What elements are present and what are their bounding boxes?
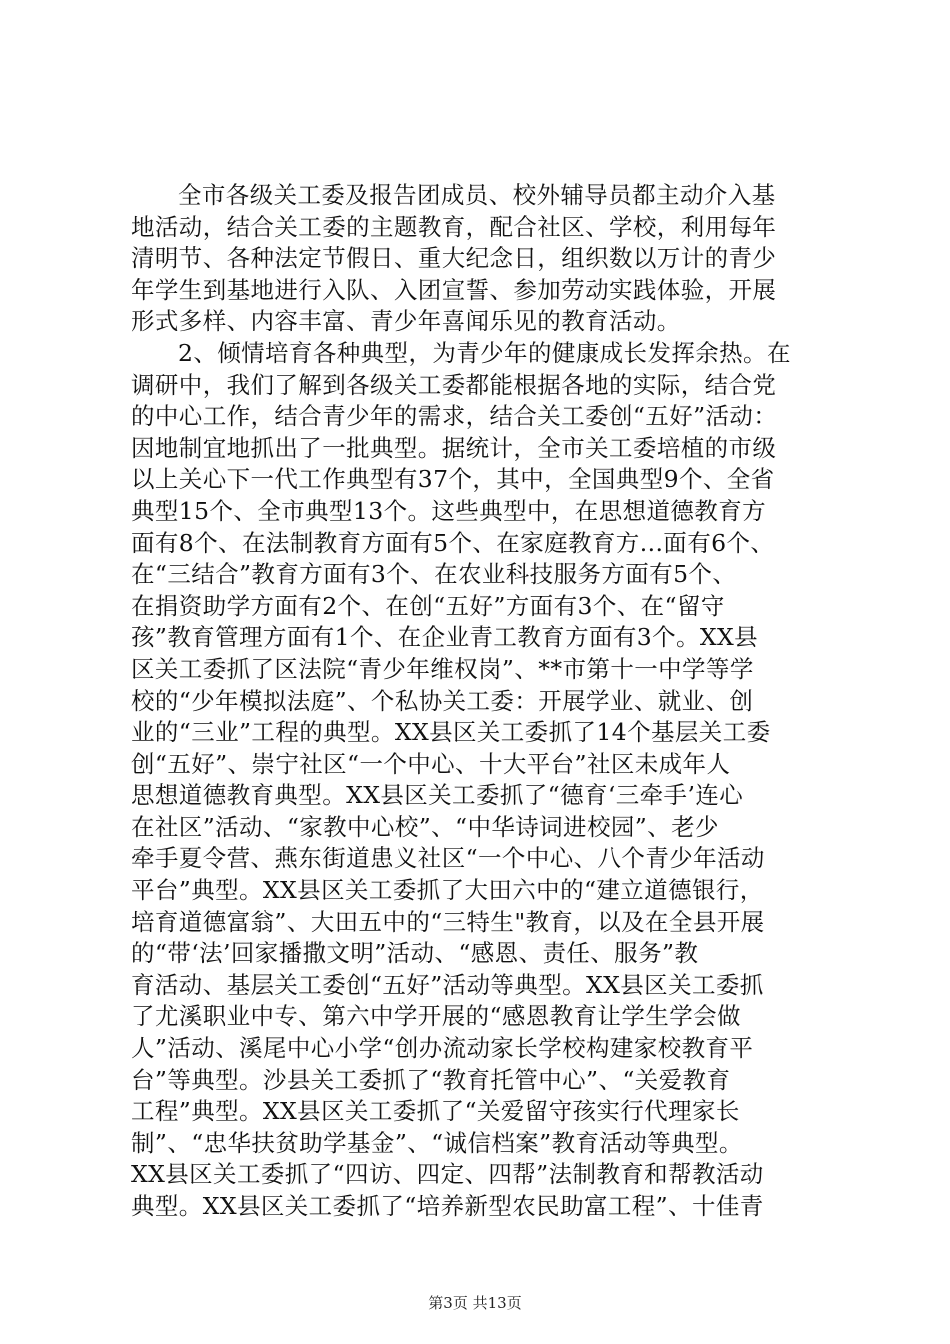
text-line: 区关工委抓了区法院“青少年维权岗”、**市第十一中学等学 bbox=[131, 654, 754, 683]
text-line: XX县区关工委抓了“四访、四定、四帮”法制教育和帮教活动 bbox=[131, 1160, 764, 1189]
text-line: 形式多样、内容丰富、青少年喜闻乐见的教育活动。 bbox=[131, 307, 681, 336]
text-line: 平台”典型。XX县区关工委抓了大田六中的“建立道德银行， bbox=[131, 876, 764, 905]
text-line: 调研中，我们了解到各级关工委都能根据各地的实际，结合党 bbox=[131, 370, 777, 399]
text-line: 了尤溪职业中专、第六中学开展的“感恩教育让学生学会做 bbox=[131, 1002, 741, 1031]
text-line: 全市各级关工委及报告团成员、校外辅导员都主动介入基 bbox=[178, 181, 776, 209]
text-line: 在“三结合”教育方面有3个、在农业科技服务方面有5个、 bbox=[131, 560, 737, 589]
text-line: 培育道德富翁”、大田五中的“三特生"教育，以及在全县开展 bbox=[131, 907, 765, 936]
text-line: 典型15个、全市典型13个。这些典型中，在思想道德教育方 bbox=[131, 496, 767, 525]
text-line: 育活动、基层关工委创“五好”活动等典型。XX县区关工委抓 bbox=[131, 970, 764, 999]
text-line: 地活动，结合关工委的主题教育，配合社区、学校，利用每年 bbox=[131, 212, 777, 241]
text-line: 人”活动、溪尾中心小学“创办流动家长学校构建家校教育平 bbox=[131, 1034, 754, 1063]
text-line: 创“五好”、崇宁社区“一个中心、十大平台”社区未成年人 bbox=[131, 749, 731, 778]
text-line: 在捐资助学方面有2个、在创“五好”方面有3个、在“留守 bbox=[131, 591, 725, 620]
text-line: 牵手夏令营、燕东街道患义社区“一个中心、八个青少年活动 bbox=[131, 844, 765, 873]
text-line: 清明节、各种法定节假日、重大纪念日，组织数以万计的青少 bbox=[131, 244, 777, 273]
text-line: 以上关心下一代工作典型有37个，其中，全国典型9个、全省 bbox=[131, 465, 775, 494]
text-line: 孩”教育管理方面有1个、在企业青工教育方面有3个。XX县 bbox=[131, 623, 759, 652]
text-line: 的中心工作，结合青少年的需求，结合关工委创“五好”活动： bbox=[131, 402, 778, 431]
text-line: 的“带‘法’回家播撒文明”活动、“感恩、责任、服务”教 bbox=[131, 939, 699, 968]
text-line: 工程”典型。XX县区关工委抓了“关爱留守孩实行代理家长 bbox=[131, 1097, 740, 1126]
text-line: 年学生到基地进行入队、入团宣誓、参加劳动实践体验，开展 bbox=[131, 275, 777, 304]
text-line: 面有8个、在法制教育方面有5个、在家庭教育方...面有6个、 bbox=[131, 528, 775, 557]
text-line: 业的“三业”工程的典型。XX县区关工委抓了14个基层关工委 bbox=[131, 718, 771, 747]
text-line: 制”、“忠华扶贫助学基金”、“诚信档案”教育活动等典型。 bbox=[131, 1128, 743, 1157]
text-line: 典型。XX县区关工委抓了“培养新型农民助富工程”、十佳青 bbox=[131, 1192, 764, 1220]
page-number-footer: 第3页 共13页 bbox=[428, 1294, 522, 1312]
text-line: 在社区”活动、“家教中心校”、“中华诗词进校园”、老少 bbox=[131, 812, 719, 841]
text-line: 台”等典型。沙县关工委抓了“教育托管中心”、“关爱教育 bbox=[131, 1065, 731, 1094]
text-line: 校的“少年模拟法庭”、个私协关工委：开展学业、就业、创 bbox=[131, 686, 754, 715]
text-line: 因地制宜地抓出了一批典型。据统计，全市关工委培植的市级 bbox=[131, 433, 777, 462]
text-line: 2、倾情培育各种典型，为青少年的健康成长发挥余热。在 bbox=[178, 338, 791, 367]
text-line: 思想道德教育典型。XX县区关工委抓了“德育‘三牵手’连心 bbox=[131, 781, 744, 810]
body-text bbox=[131, 180, 831, 1223]
